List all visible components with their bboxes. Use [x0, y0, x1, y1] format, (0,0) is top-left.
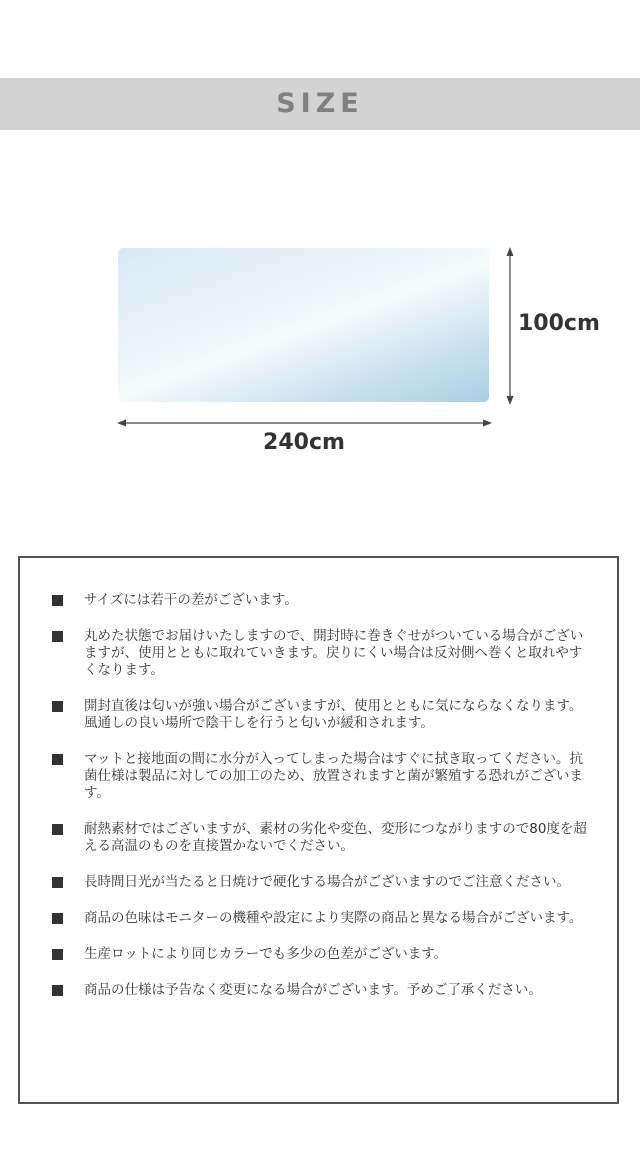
note-text: 商品の色味はモニターの機種や設定により実際の商品と異なる場合がございます。	[84, 910, 583, 926]
notes-list	[50, 592, 590, 1018]
square-bullet-icon	[52, 754, 63, 765]
note-item	[50, 592, 590, 609]
note-text: 長時間日光が当たると日焼けで硬化する場合がございますのでご注意ください。	[84, 874, 570, 890]
square-bullet-icon	[52, 631, 63, 642]
section-title: SIZE	[276, 88, 364, 119]
double-arrow-horizontal-icon	[117, 420, 492, 427]
note-text: 商品の仕様は予告なく変更になる場合がございます。予めご了承ください。	[84, 982, 542, 998]
square-bullet-icon	[52, 913, 63, 924]
height-dimension-label: 100cm	[518, 311, 600, 336]
note-text: マットと接地面の間に水分が入ってしまった場合はすぐに拭き取ってください。抗菌仕様は製品に対しての加工のため、放置されますと菌が繁殖する恐れがございます。	[84, 751, 583, 801]
note-item	[50, 751, 590, 802]
note-item	[50, 946, 590, 963]
note-item	[50, 628, 590, 679]
square-bullet-icon	[52, 949, 63, 960]
square-bullet-icon	[52, 595, 63, 606]
width-dimension-label: 240cm	[263, 430, 345, 455]
note-text: 耐熱素材ではございますが、素材の劣化や変色、変形につながりますので80度を超える高温のものを直接置かないでください。	[84, 821, 587, 854]
note-text: サイズには若干の差がございます。	[84, 592, 298, 608]
note-item	[50, 821, 590, 855]
size-diagram	[0, 0, 640, 520]
note-text: 丸めた状態でお届けいたしますので、開封時に巻きぐせがついている場合がございますが、使用とともに取れていきます。戻りにくい場合は反対側へ巻くと取れやすくなります。	[84, 628, 584, 678]
double-arrow-vertical-icon	[507, 247, 514, 405]
note-text: 生産ロットにより同じカラーでも多少の色差がございます。	[84, 946, 448, 962]
square-bullet-icon	[52, 985, 63, 996]
square-bullet-icon	[52, 877, 63, 888]
note-item	[50, 698, 590, 732]
note-item	[50, 910, 590, 927]
note-item	[50, 982, 590, 999]
square-bullet-icon	[52, 701, 63, 712]
square-bullet-icon	[52, 824, 63, 835]
note-text: 開封直後は匂いが強い場合がございますが、使用とともに気にならなくなります。風通しの良い場所で陰干しを行うと匂いが緩和されます。	[84, 698, 583, 731]
note-item	[50, 874, 590, 891]
notes-box	[18, 556, 619, 1104]
